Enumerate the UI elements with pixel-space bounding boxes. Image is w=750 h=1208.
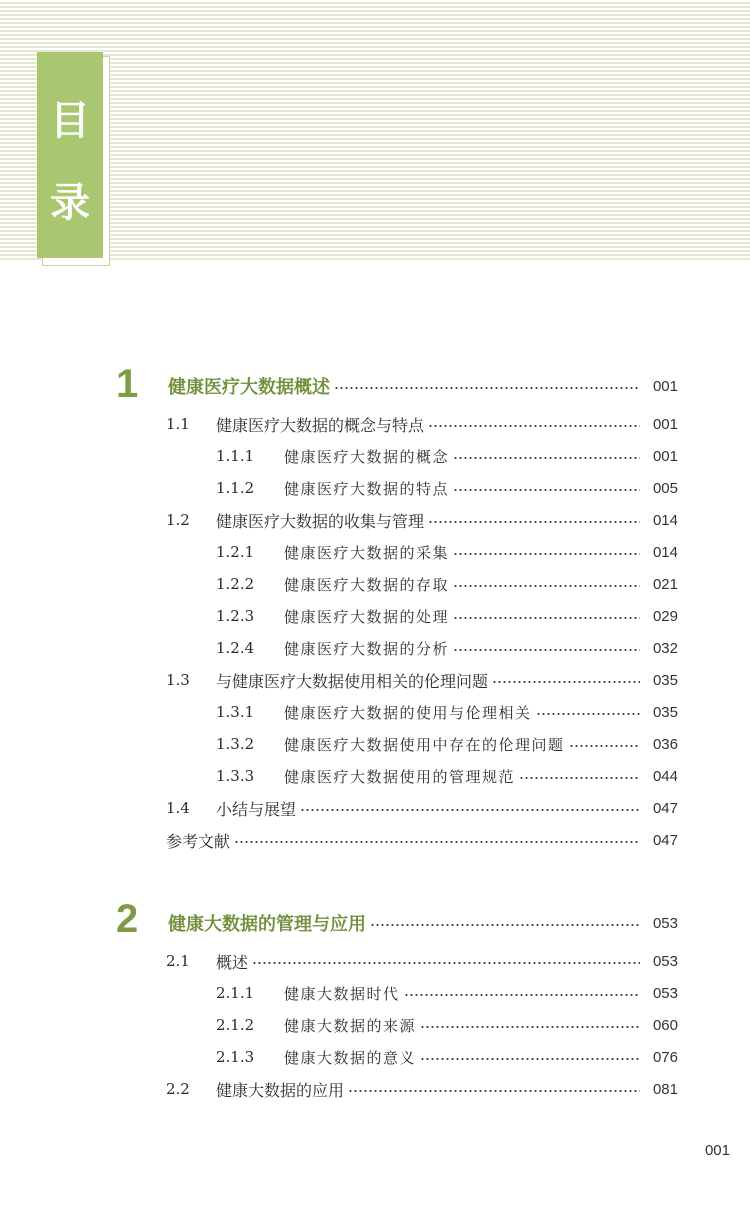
toc-subsection-entry[interactable] xyxy=(216,1010,678,1040)
toc-subsection-entry[interactable] xyxy=(216,729,678,759)
dot-leader xyxy=(453,457,640,459)
subsection-number: 1.2.4 xyxy=(216,639,255,657)
subsection-number: 2.1.1 xyxy=(216,984,255,1002)
dot-leader xyxy=(334,387,640,389)
toc-subsection-entry[interactable] xyxy=(216,1042,678,1072)
section-title: 概述 xyxy=(216,952,249,972)
subsection-title: 健康医疗大数据的处理 xyxy=(284,607,450,626)
page-number: 036 xyxy=(652,735,678,753)
chapter-title: 健康医疗大数据概述 xyxy=(168,377,330,398)
page-number: 047 xyxy=(652,799,678,817)
section-title: 与健康医疗大数据使用相关的伦理问题 xyxy=(216,671,489,691)
toc-subsection-entry[interactable] xyxy=(216,601,678,631)
subsection-number: 1.3.1 xyxy=(216,703,255,721)
toc-title-char: 目 xyxy=(50,98,90,144)
dot-leader xyxy=(519,777,640,779)
section-number: 1.3 xyxy=(166,671,190,689)
dot-leader xyxy=(453,553,640,555)
toc-section-entry[interactable] xyxy=(166,665,678,695)
page-number: 053 xyxy=(652,984,678,1002)
page-number: 001 xyxy=(652,415,678,433)
subsection-number: 2.1.2 xyxy=(216,1016,255,1034)
page-folio: 001 xyxy=(704,1142,730,1159)
page-number: 076 xyxy=(652,1048,678,1066)
dot-leader xyxy=(453,617,640,619)
toc-subsection-entry[interactable] xyxy=(216,441,678,471)
subsection-title: 健康医疗大数据的采集 xyxy=(284,543,450,562)
dot-leader xyxy=(234,841,640,843)
subsection-number: 1.3.2 xyxy=(216,735,255,753)
page-number: 044 xyxy=(652,767,678,785)
page-number: 081 xyxy=(652,1080,678,1098)
dot-leader xyxy=(453,649,640,651)
section-number: 2.1 xyxy=(166,952,190,970)
section-title: 健康医疗大数据的概念与特点 xyxy=(216,415,425,435)
subsection-number: 1.2.1 xyxy=(216,543,255,561)
dot-leader xyxy=(300,809,640,811)
page-number: 001 xyxy=(652,447,678,465)
toc-section-entry[interactable] xyxy=(166,946,678,976)
subsection-title: 健康医疗大数据使用的管理规范 xyxy=(284,767,516,786)
chapter-number: 2 xyxy=(116,897,139,941)
chapter-title: 健康大数据的管理与应用 xyxy=(168,914,366,935)
dot-leader xyxy=(348,1090,640,1092)
subsection-number: 1.1.2 xyxy=(216,479,255,497)
dot-leader xyxy=(370,924,640,926)
toc-section-entry[interactable] xyxy=(166,409,678,439)
page-number: 021 xyxy=(652,575,678,593)
subsection-title: 健康大数据的来源 xyxy=(284,1016,417,1035)
toc-title-char: 录 xyxy=(50,180,90,226)
dot-leader xyxy=(420,1026,640,1028)
section-number: 1.4 xyxy=(166,799,190,817)
dot-leader xyxy=(420,1058,640,1060)
section-number: 1.2 xyxy=(166,511,190,529)
chapter-number: 1 xyxy=(116,362,139,406)
subsection-title: 健康大数据时代 xyxy=(284,984,400,1003)
subsection-number: 1.3.3 xyxy=(216,767,255,785)
toc-section-entry[interactable] xyxy=(166,1074,678,1104)
subsection-title: 健康大数据的意义 xyxy=(284,1048,417,1067)
toc-subsection-entry[interactable] xyxy=(216,633,678,663)
dot-leader xyxy=(428,521,640,523)
toc-chapter-entry[interactable] xyxy=(168,908,678,938)
subsection-number: 1.2.3 xyxy=(216,607,255,625)
toc-subsection-entry[interactable] xyxy=(216,473,678,503)
page-number: 029 xyxy=(652,607,678,625)
toc-references-entry[interactable] xyxy=(166,825,678,855)
subsection-number: 1.2.2 xyxy=(216,575,255,593)
page-number: 001 xyxy=(652,377,678,395)
subsection-title: 健康医疗大数据的使用与伦理相关 xyxy=(284,703,532,722)
section-title: 小结与展望 xyxy=(216,799,297,819)
subsection-title: 健康医疗大数据的分析 xyxy=(284,639,450,658)
subsection-title: 健康医疗大数据的特点 xyxy=(284,479,450,498)
page-number: 014 xyxy=(652,543,678,561)
page-number: 060 xyxy=(652,1016,678,1034)
toc-subsection-entry[interactable] xyxy=(216,697,678,727)
page-number: 032 xyxy=(652,639,678,657)
dot-leader xyxy=(453,489,640,491)
section-title: 健康大数据的应用 xyxy=(216,1080,345,1100)
toc-subsection-entry[interactable] xyxy=(216,978,678,1008)
toc-subsection-entry[interactable] xyxy=(216,569,678,599)
page-number: 005 xyxy=(652,479,678,497)
subsection-number: 2.1.3 xyxy=(216,1048,255,1066)
dot-leader xyxy=(569,745,640,747)
dot-leader xyxy=(453,585,640,587)
toc-section-entry[interactable] xyxy=(166,793,678,823)
page-number: 035 xyxy=(652,703,678,721)
subsection-number: 1.1.1 xyxy=(216,447,255,465)
page-number: 047 xyxy=(652,831,678,849)
page-number: 053 xyxy=(652,952,678,970)
toc-section-entry[interactable] xyxy=(166,505,678,535)
dot-leader xyxy=(428,425,640,427)
header-stripe-band xyxy=(0,0,750,262)
subsection-title: 健康医疗大数据的概念 xyxy=(284,447,450,466)
toc-title-block xyxy=(37,52,103,258)
section-number: 2.2 xyxy=(166,1080,190,1098)
page-number: 053 xyxy=(652,914,678,932)
toc-subsection-entry[interactable] xyxy=(216,761,678,791)
page-number: 035 xyxy=(652,671,678,689)
toc-subsection-entry[interactable] xyxy=(216,537,678,567)
subsection-title: 健康医疗大数据使用中存在的伦理问题 xyxy=(284,735,565,754)
page-number: 014 xyxy=(652,511,678,529)
dot-leader xyxy=(492,681,640,683)
section-title: 健康医疗大数据的收集与管理 xyxy=(216,511,425,531)
toc-chapter-entry[interactable] xyxy=(168,371,678,401)
dot-leader xyxy=(404,994,640,996)
dot-leader xyxy=(536,713,640,715)
references-title: 参考文献 xyxy=(166,831,231,851)
dot-leader xyxy=(252,962,640,964)
subsection-title: 健康医疗大数据的存取 xyxy=(284,575,450,594)
section-number: 1.1 xyxy=(166,415,190,433)
